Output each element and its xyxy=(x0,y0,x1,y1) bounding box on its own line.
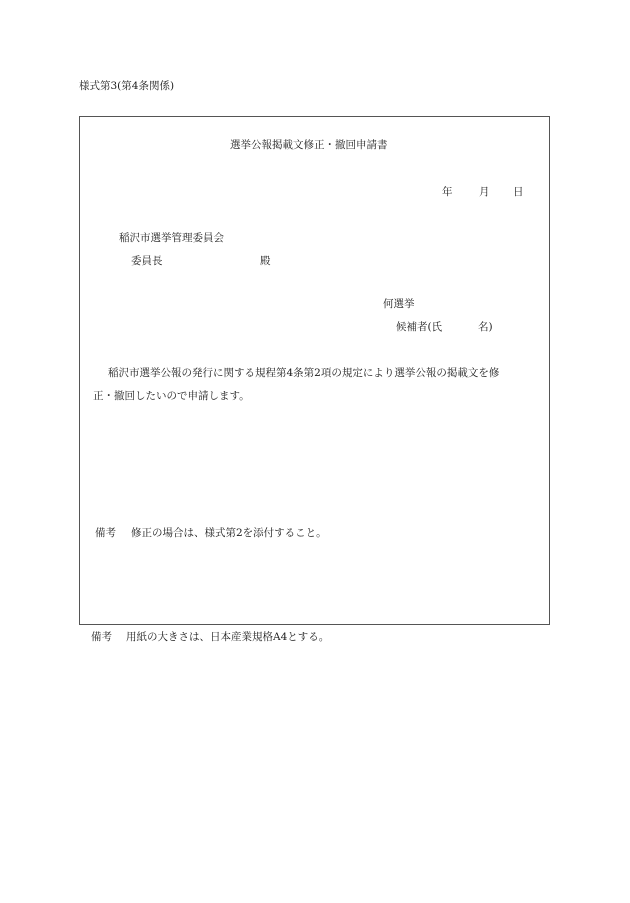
outer-note-text: 用紙の大きさは、日本産業規格A4とする。 xyxy=(126,631,330,643)
addressee-organization: 稲沢市選挙管理委員会 xyxy=(119,232,224,244)
date-day: 日 xyxy=(513,186,524,198)
form-title: 選挙公報掲載文修正・撤回申請書 xyxy=(230,139,388,151)
applicant-name-close: 名) xyxy=(478,321,493,333)
applicant-election: 何選挙 xyxy=(383,298,415,310)
addressee-honorific: 殿 xyxy=(260,255,271,267)
date-year: 年 xyxy=(442,186,453,198)
body-text-line-2: 正・撤回したいので申請します。 xyxy=(93,390,250,402)
form-number: 様式第3(第4条関係) xyxy=(79,80,175,92)
inner-note-text: 修正の場合は、様式第2を添付すること。 xyxy=(131,527,327,539)
applicant-candidate-label: 候補者(氏 xyxy=(396,321,443,333)
addressee-position: 委員長 xyxy=(131,255,163,267)
body-text-line-1: 稲沢市選挙公報の発行に関する規程第4条第2項の規定により選挙公報の掲載文を修 xyxy=(108,367,500,379)
date-month: 月 xyxy=(479,186,490,198)
outer-note-label: 備考 xyxy=(91,631,112,643)
inner-note-label: 備考 xyxy=(95,527,116,539)
